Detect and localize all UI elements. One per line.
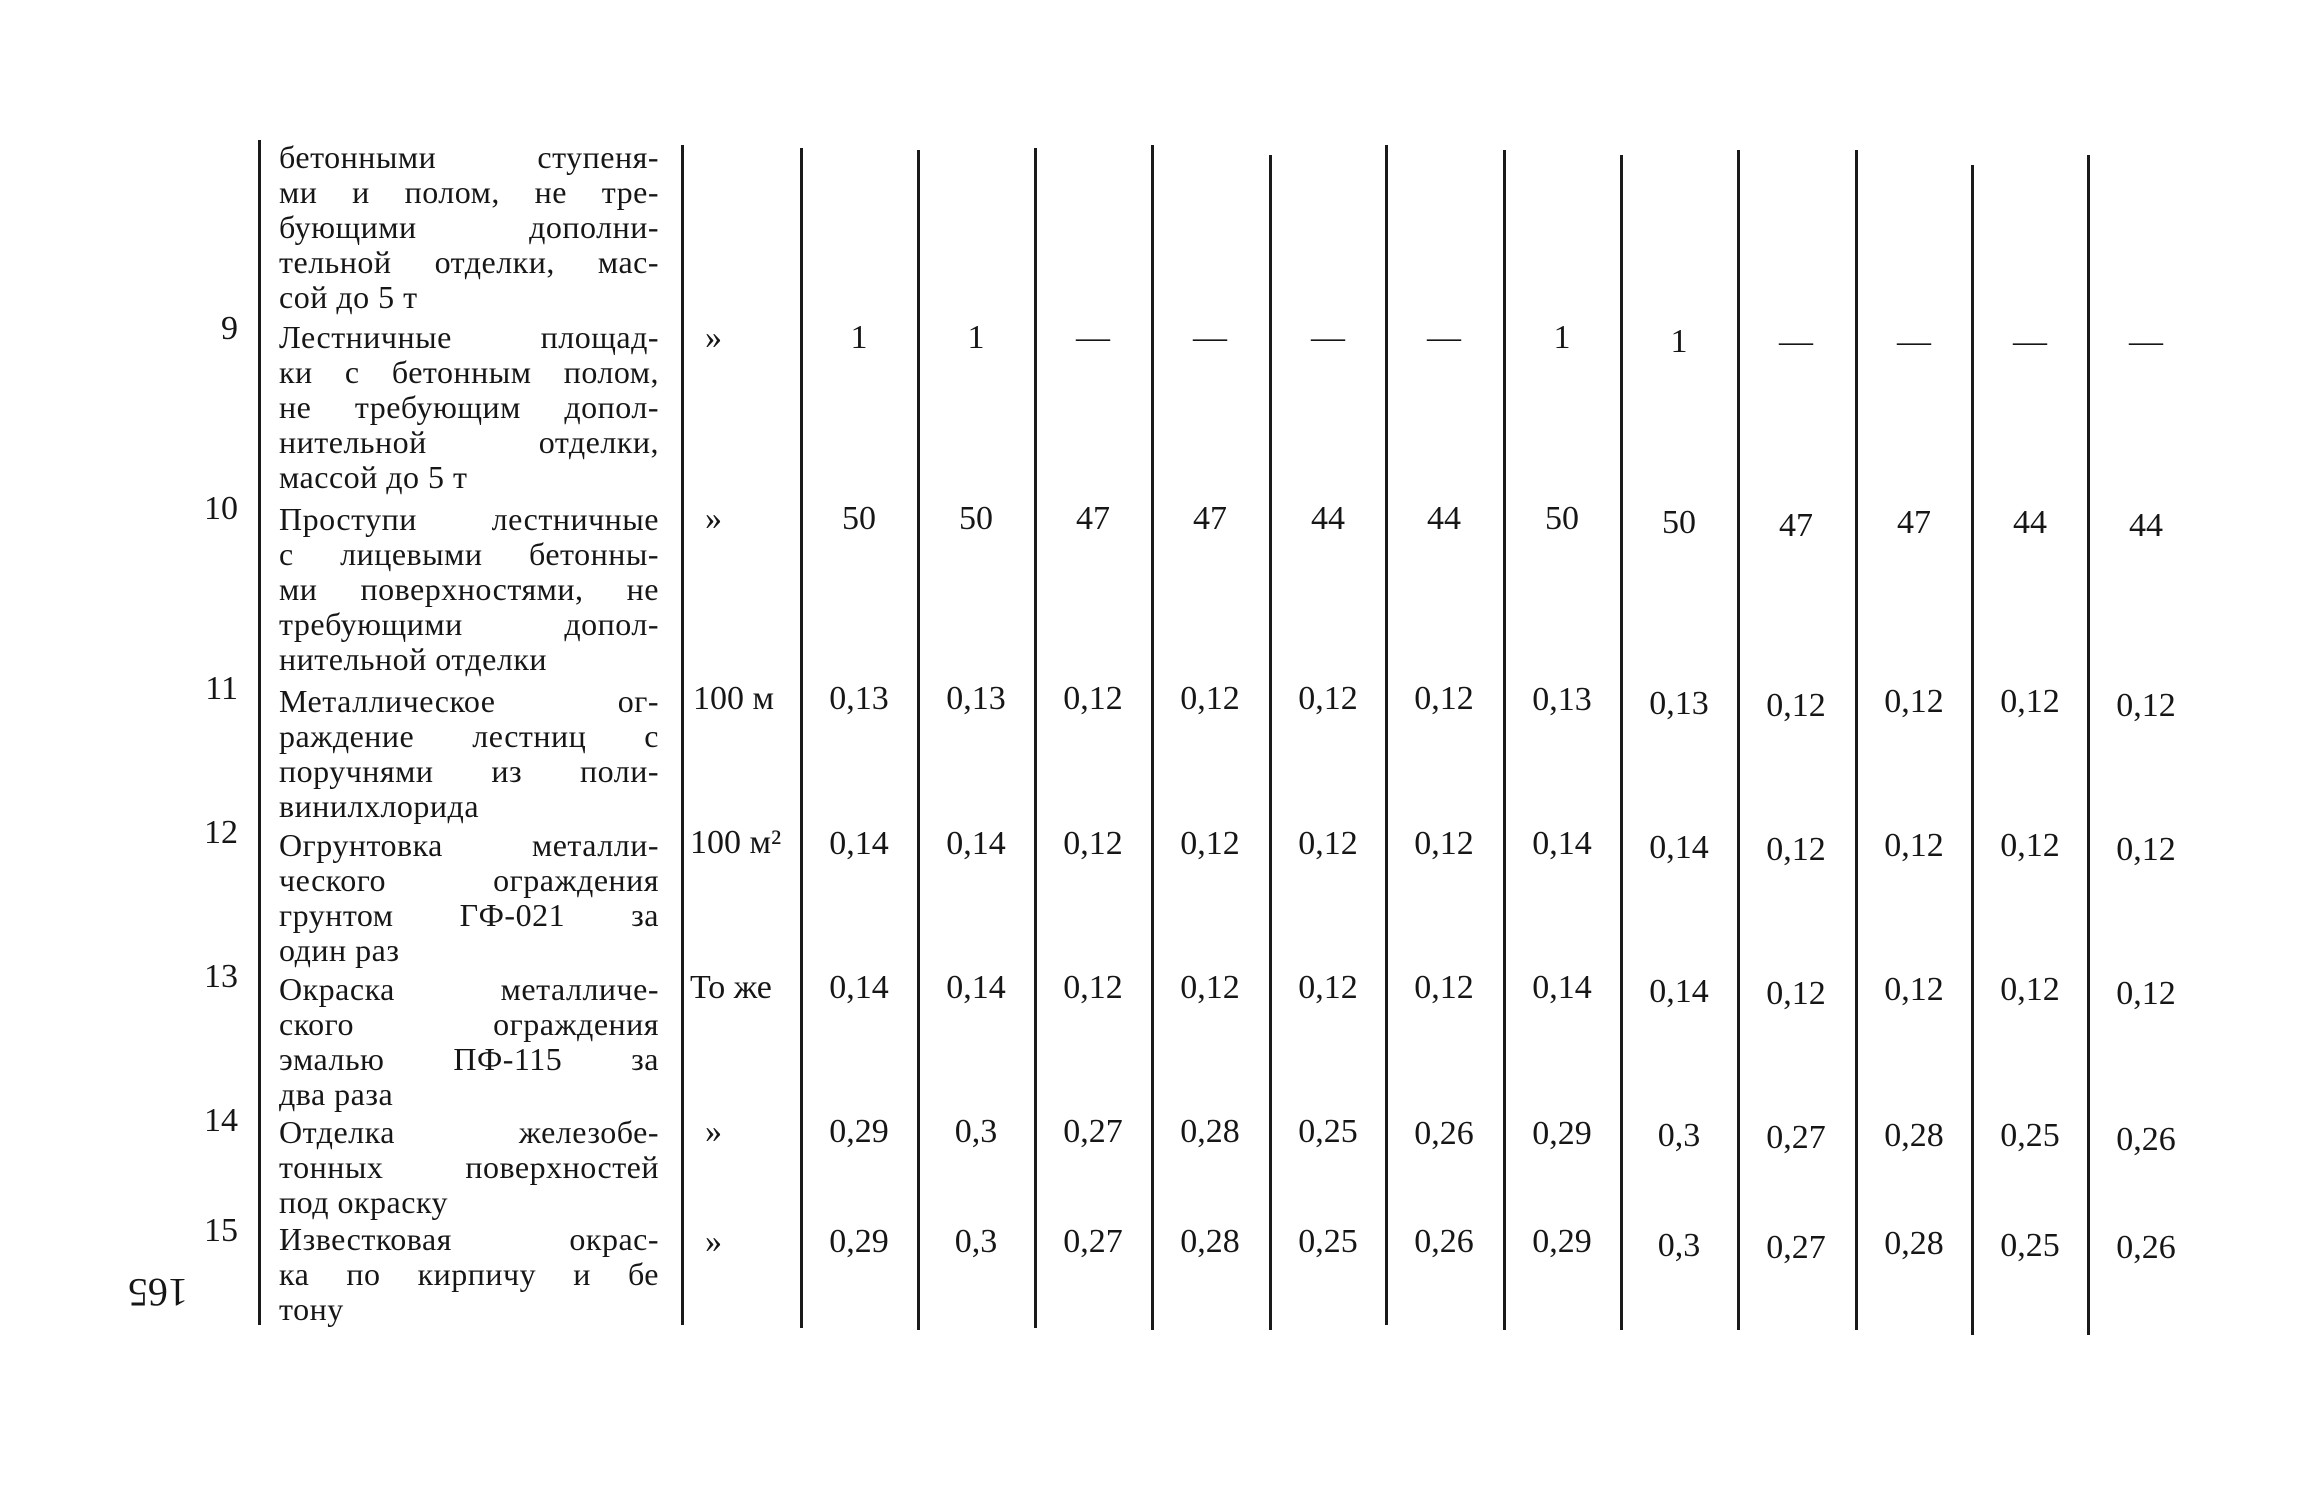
value-cell: 47: [1193, 500, 1227, 537]
value-cell: 44: [1311, 500, 1345, 537]
description-line: Отделка железобе-: [279, 1114, 659, 1150]
value-cell: 0,28: [1884, 1225, 1944, 1262]
description-line: бетонными ступеня-: [279, 139, 659, 175]
value-cell: 47: [1076, 500, 1110, 537]
value-cell: 0,28: [1180, 1113, 1240, 1150]
row-number: 12: [204, 814, 238, 851]
value-cell: 0,14: [829, 969, 889, 1006]
row-description: [279, 972, 659, 1112]
table-rule: [681, 145, 684, 1325]
value-cell: 44: [2129, 507, 2163, 544]
description-line: ческого ограждения: [279, 862, 659, 898]
unit-cell: 100 м²: [690, 824, 782, 861]
description-line: под окраску: [279, 1184, 449, 1220]
description-line: поручнями из поли-: [279, 753, 659, 789]
value-cell: 0,12: [2000, 683, 2060, 720]
row-description: [279, 502, 659, 677]
value-cell: 0,25: [1298, 1113, 1358, 1150]
value-cell: 0,12: [2116, 831, 2176, 868]
value-cell: —: [2129, 323, 2163, 360]
value-cell: 0,3: [1657, 1227, 1701, 1264]
value-cell: 50: [1662, 504, 1696, 541]
value-cell: —: [1193, 319, 1227, 356]
description-line: бующими дополни-: [279, 209, 659, 245]
row-number: 13: [204, 958, 238, 995]
description-line: массой до 5 т: [279, 459, 468, 495]
value-cell: 0,27: [1063, 1113, 1123, 1150]
value-cell: 0,3: [954, 1113, 998, 1150]
description-line: Металлическое ог-: [279, 683, 659, 719]
value-cell: 0,12: [1414, 825, 1474, 862]
unit-cell: 100 м: [693, 680, 775, 717]
value-cell: 44: [1427, 500, 1461, 537]
value-cell: 1: [967, 319, 985, 356]
value-cell: 0,12: [1766, 831, 1826, 868]
value-cell: 0,13: [1532, 681, 1592, 718]
value-cell: 0,12: [2000, 971, 2060, 1008]
value-cell: 0,13: [1649, 685, 1709, 722]
value-cell: 0,29: [829, 1223, 889, 1260]
value-cell: 0,14: [946, 825, 1006, 862]
page-number: 165: [128, 1270, 188, 1315]
value-cell: 0,29: [1532, 1115, 1592, 1152]
description-line: сой до 5 т: [279, 279, 418, 315]
description-line: грунтом ГФ-021 за: [279, 897, 659, 933]
value-cell: —: [1779, 323, 1813, 360]
value-cell: 0,25: [1298, 1223, 1358, 1260]
value-cell: 0,12: [1180, 825, 1240, 862]
value-cell: 1: [850, 319, 868, 356]
value-cell: 0,12: [1414, 969, 1474, 1006]
description-line: не требующим допол-: [279, 389, 659, 425]
description-line: с лицевыми бетонны-: [279, 536, 659, 572]
unit-cell: »: [705, 500, 722, 537]
value-cell: 0,12: [1766, 975, 1826, 1012]
table-rule: [258, 140, 261, 1325]
description-line: Огрунтовка металли-: [279, 827, 659, 863]
value-cell: 0,12: [1063, 680, 1123, 717]
description-line: требующими допол-: [279, 606, 659, 642]
description-line: Известковая окрас-: [279, 1221, 659, 1257]
description-line: ки с бетонным полом,: [279, 354, 659, 390]
value-cell: 47: [1779, 507, 1813, 544]
row-description: [279, 828, 659, 968]
description-line: эмалью ПФ-115 за: [279, 1041, 659, 1077]
value-cell: 0,12: [2000, 827, 2060, 864]
value-cell: 0,26: [1414, 1223, 1474, 1260]
value-cell: 0,3: [954, 1223, 998, 1260]
row-description: [279, 1222, 659, 1327]
value-cell: 0,12: [1884, 827, 1944, 864]
unit-cell: »: [705, 1113, 722, 1150]
value-cell: —: [2013, 323, 2047, 360]
value-cell: 0,12: [1298, 825, 1358, 862]
description-line: ми и полом, не тре-: [279, 174, 659, 210]
description-line: тонных поверхностей: [279, 1149, 659, 1185]
value-cell: 44: [2013, 504, 2047, 541]
value-cell: 0,14: [946, 969, 1006, 1006]
value-cell: 47: [1897, 504, 1931, 541]
value-cell: 0,14: [1649, 829, 1709, 866]
value-cell: 0,12: [1884, 971, 1944, 1008]
value-cell: 50: [842, 500, 876, 537]
value-cell: 0,12: [1298, 969, 1358, 1006]
value-cell: 0,26: [1414, 1115, 1474, 1152]
value-cell: 50: [1545, 500, 1579, 537]
description-line: ского ограждения: [279, 1006, 659, 1042]
value-cell: 0,25: [2000, 1227, 2060, 1264]
value-cell: 0,12: [2116, 975, 2176, 1012]
value-cell: 0,14: [1532, 969, 1592, 1006]
row-description: [279, 320, 659, 495]
row-description: [279, 684, 659, 824]
description-line: два раза: [279, 1076, 394, 1112]
value-cell: 0,27: [1063, 1223, 1123, 1260]
description-line: раждение лестниц с: [279, 718, 659, 754]
unit-cell: »: [705, 1223, 722, 1260]
description-line: Проступи лестничные: [279, 501, 659, 537]
value-cell: 0,12: [1766, 687, 1826, 724]
value-cell: 0,28: [1884, 1117, 1944, 1154]
value-cell: 0,13: [946, 680, 1006, 717]
row-number: 14: [204, 1102, 238, 1139]
description-line: нительной отделки: [279, 641, 548, 677]
row-number: 11: [205, 670, 238, 707]
description-line: тельной отделки, мас-: [279, 244, 659, 280]
description-line: Лестничные площад-: [279, 319, 659, 355]
value-cell: 0,12: [1063, 825, 1123, 862]
value-cell: 0,14: [1532, 825, 1592, 862]
value-cell: 0,3: [1657, 1117, 1701, 1154]
description-line: Окраска металличе-: [279, 971, 659, 1007]
row-number: 15: [204, 1212, 238, 1249]
value-cell: —: [1897, 323, 1931, 360]
value-cell: 0,26: [2116, 1229, 2176, 1266]
value-cell: 0,14: [1649, 973, 1709, 1010]
value-cell: 0,12: [1180, 680, 1240, 717]
unit-cell: »: [705, 319, 722, 356]
value-cell: 0,29: [829, 1113, 889, 1150]
value-cell: 0,12: [1884, 683, 1944, 720]
value-cell: 0,28: [1180, 1223, 1240, 1260]
value-cell: —: [1311, 319, 1345, 356]
value-cell: 1: [1670, 323, 1688, 360]
description-line: нительной отделки,: [279, 424, 659, 460]
value-cell: 0,12: [1414, 680, 1474, 717]
row-number: 9: [221, 310, 238, 347]
description-line: один раз: [279, 932, 400, 968]
unit-cell: То же: [690, 969, 772, 1006]
value-cell: —: [1427, 319, 1461, 356]
value-cell: 0,26: [2116, 1121, 2176, 1158]
row-description: [279, 1115, 659, 1220]
description-line: ми поверхностями, не: [279, 571, 659, 607]
value-cell: 0,13: [829, 680, 889, 717]
value-cell: 1: [1553, 319, 1571, 356]
row-number: 10: [204, 490, 238, 527]
value-cell: 0,12: [1180, 969, 1240, 1006]
description-line: винилхлорида: [279, 788, 480, 824]
value-cell: 0,12: [1298, 680, 1358, 717]
row-description: [279, 140, 659, 315]
value-cell: 0,25: [2000, 1117, 2060, 1154]
description-line: тону: [279, 1291, 344, 1327]
description-line: ка по кирпичу и бе: [279, 1256, 659, 1292]
value-cell: 0,27: [1766, 1229, 1826, 1266]
value-cell: 0,29: [1532, 1223, 1592, 1260]
value-cell: —: [1076, 319, 1110, 356]
value-cell: 50: [959, 500, 993, 537]
value-cell: 0,12: [2116, 687, 2176, 724]
value-cell: 0,12: [1063, 969, 1123, 1006]
value-cell: 0,27: [1766, 1119, 1826, 1156]
value-cell: 0,14: [829, 825, 889, 862]
